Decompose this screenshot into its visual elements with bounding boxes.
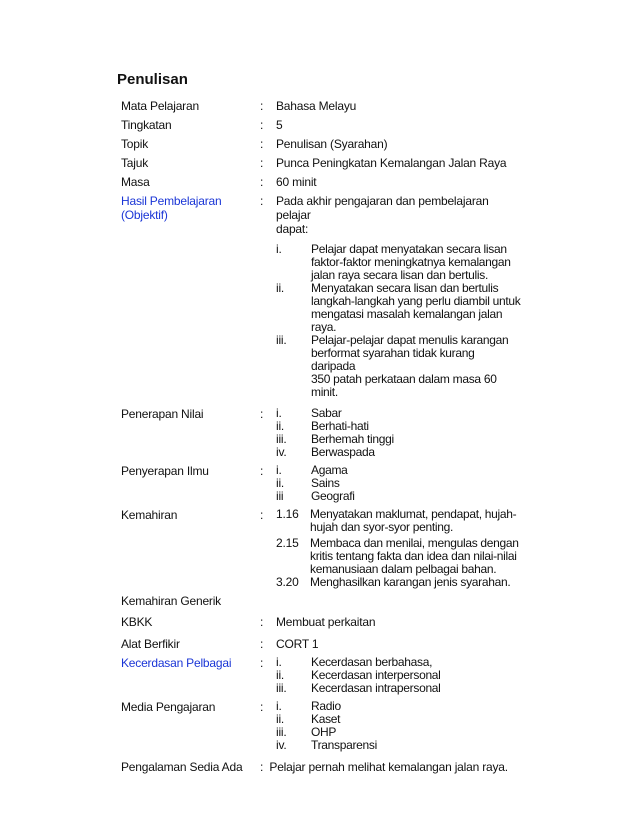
item-text: [310, 576, 521, 589]
item-text: Kecerdasan interpersonal: [311, 668, 441, 682]
item-line: Menyatakan maklumat, pendapat, hujah-: [310, 507, 517, 521]
row-value: Bahasa Melayu: [276, 99, 357, 113]
row-value: Penulisan (Syarahan): [276, 137, 388, 151]
item-number: iv.: [276, 445, 287, 459]
row-value: [276, 700, 521, 752]
row-penyerapan-ilmu: [121, 464, 521, 503]
item-text: Sabar: [311, 406, 342, 420]
item-number: i.: [276, 406, 282, 420]
row-value: 5: [276, 118, 283, 132]
item-text: Geografi: [311, 489, 355, 503]
row-label: Topik: [121, 137, 149, 151]
colon: :: [260, 407, 264, 421]
item-number: i.: [276, 242, 282, 256]
row-pengalaman-sedia-ada: [121, 760, 521, 774]
colon: :: [260, 118, 264, 132]
item-number: ii.: [276, 712, 285, 726]
item-number: ii.: [276, 476, 285, 490]
row-value: CORT 1: [276, 637, 319, 651]
colon: :: [260, 194, 264, 208]
item-line: berformat syarahan tidak kurang daripada: [311, 346, 475, 373]
item-text: Kecerdasan intrapersonal: [311, 681, 441, 695]
item-line: kritis tentang fakta dan idea dan nilai-nilai: [310, 549, 517, 563]
item-number: 2.15: [276, 536, 299, 550]
item-line: 350 patah perkataan dalam masa 60 minit.: [311, 372, 497, 399]
item-text: Kaset: [311, 712, 341, 726]
list-item: [276, 490, 521, 503]
item-number: 1.16: [276, 507, 299, 521]
item-number: ii.: [276, 419, 285, 433]
intro-line: dapat:: [276, 222, 309, 236]
row-label: Media Pengajaran: [121, 700, 216, 714]
row-label: Tingkatan: [121, 118, 172, 132]
item-number: iii.: [276, 725, 287, 739]
list-item: [276, 537, 521, 576]
item-number: iii.: [276, 333, 287, 347]
item-text: Radio: [311, 699, 341, 713]
row-value: : Pelajar pernah melihat kemalangan jalan raya.: [260, 760, 508, 774]
item-number: iii.: [276, 432, 287, 446]
item-text: Berhemah tinggi: [311, 432, 394, 446]
item-line: Pelajar-pelajar dapat menulis karangan: [311, 333, 509, 347]
list-item: [276, 282, 521, 334]
item-text: Agama: [311, 463, 348, 477]
list-item: [276, 508, 521, 534]
row-label: Kemahiran: [121, 508, 178, 522]
row-label: Penerapan Nilai: [121, 407, 204, 421]
row-label: Kemahiran Generik: [121, 594, 221, 608]
item-line: mengatasi masalah kemalangan jalan: [311, 307, 503, 321]
colon: :: [260, 700, 264, 714]
row-label: Kecerdasan Pelbagai: [121, 656, 232, 670]
colon: :: [260, 175, 264, 189]
row-value: [276, 194, 521, 399]
row-media-pengajaran: [121, 700, 521, 752]
item-number: ii.: [276, 281, 285, 295]
row-hasil-pembelajaran: [121, 194, 521, 399]
row-value: [276, 464, 521, 503]
row-label: Mata Pelajaran: [121, 99, 199, 113]
row-label: Penyerapan Ilmu: [121, 464, 209, 478]
item-line: jalan raya secara lisan dan bertulis.: [311, 268, 489, 282]
item-line: kemanusiaan dalam pelbagai bahan.: [310, 562, 497, 576]
item-text: OHP: [311, 725, 337, 739]
item-text: [311, 334, 521, 399]
colon: :: [260, 615, 264, 629]
intro-line: Pada akhir pengajaran dan pembelajaran pelajar: [276, 194, 489, 222]
item-number: iii.: [276, 681, 287, 695]
section-title: Penulisan: [117, 71, 188, 88]
item-text: [310, 537, 521, 576]
colon: :: [260, 656, 264, 670]
colon: :: [260, 137, 264, 151]
item-text: Transparensi: [311, 738, 377, 752]
item-text: [311, 282, 521, 334]
list-item: [276, 682, 521, 695]
row-value: [276, 407, 521, 459]
colon: :: [260, 464, 264, 478]
row-label: KBKK: [121, 615, 153, 629]
list-item: [276, 243, 521, 282]
row-label: Pengalaman Sedia Ada: [121, 760, 243, 774]
item-line: Membaca dan menilai, mengulas dengan: [310, 536, 519, 550]
item-text: [311, 243, 521, 282]
row-tajuk: [121, 156, 521, 170]
row-kecerdasan-pelbagai: [121, 656, 521, 695]
label-line: (Objektif): [121, 208, 168, 222]
item-line: Menghasilkan karangan jenis syarahan.: [310, 575, 511, 589]
row-topik: [121, 137, 521, 151]
item-line: langkah-langkah yang perlu diambil untuk: [311, 294, 521, 308]
row-value: Punca Peningkatan Kemalangan Jalan Raya: [276, 156, 507, 170]
item-number: i.: [276, 655, 282, 669]
row-value: [276, 508, 521, 589]
row-value: 60 minit: [276, 175, 317, 189]
item-line: faktor-faktor meningkatnya kemalangan: [311, 255, 511, 269]
row-label: [121, 194, 260, 399]
label-line: Hasil Pembelajaran: [121, 194, 222, 208]
row-value: Membuat perkaitan: [276, 615, 376, 629]
item-line: raya.: [311, 320, 337, 334]
colon: :: [260, 156, 264, 170]
row-kbkk: [121, 615, 521, 629]
item-number: i.: [276, 463, 282, 477]
row-penerapan-nilai: [121, 407, 521, 459]
row-label: Tajuk: [121, 156, 149, 170]
row-label: Masa: [121, 175, 150, 189]
row-label: Alat Berfikir: [121, 637, 180, 651]
item-text: Sains: [311, 476, 340, 490]
row-masa: [121, 175, 521, 189]
row-mata-pelajaran: [121, 99, 521, 113]
item-text: [310, 508, 521, 534]
item-line: Menyatakan secara lisan dan bertulis: [311, 281, 499, 295]
item-number: iii: [276, 489, 284, 503]
row-value: [276, 656, 521, 695]
list-item: [276, 576, 521, 589]
lesson-plan-table: [121, 99, 521, 774]
item-line: Pelajar dapat menyatakan secara lisan: [311, 242, 507, 256]
colon: :: [260, 508, 264, 522]
item-number: ii.: [276, 668, 285, 682]
row-alat-berfikir: [121, 637, 521, 651]
item-text: Kecerdasan berbahasa,: [311, 655, 433, 669]
item-number: iv.: [276, 738, 287, 752]
item-text: Berhati-hati: [311, 419, 369, 433]
colon: :: [260, 99, 264, 113]
list-item: [276, 446, 521, 459]
colon: :: [260, 637, 264, 651]
list-item: [276, 739, 521, 752]
list-item: [276, 334, 521, 399]
row-kemahiran: [121, 508, 521, 589]
item-line: hujah dan syor-syor penting.: [310, 520, 454, 534]
row-kemahiran-generik: [121, 594, 521, 608]
item-text: Berwaspada: [311, 445, 375, 459]
row-tingkatan: [121, 118, 521, 132]
item-number: i.: [276, 699, 282, 713]
item-number: 3.20: [276, 575, 299, 589]
